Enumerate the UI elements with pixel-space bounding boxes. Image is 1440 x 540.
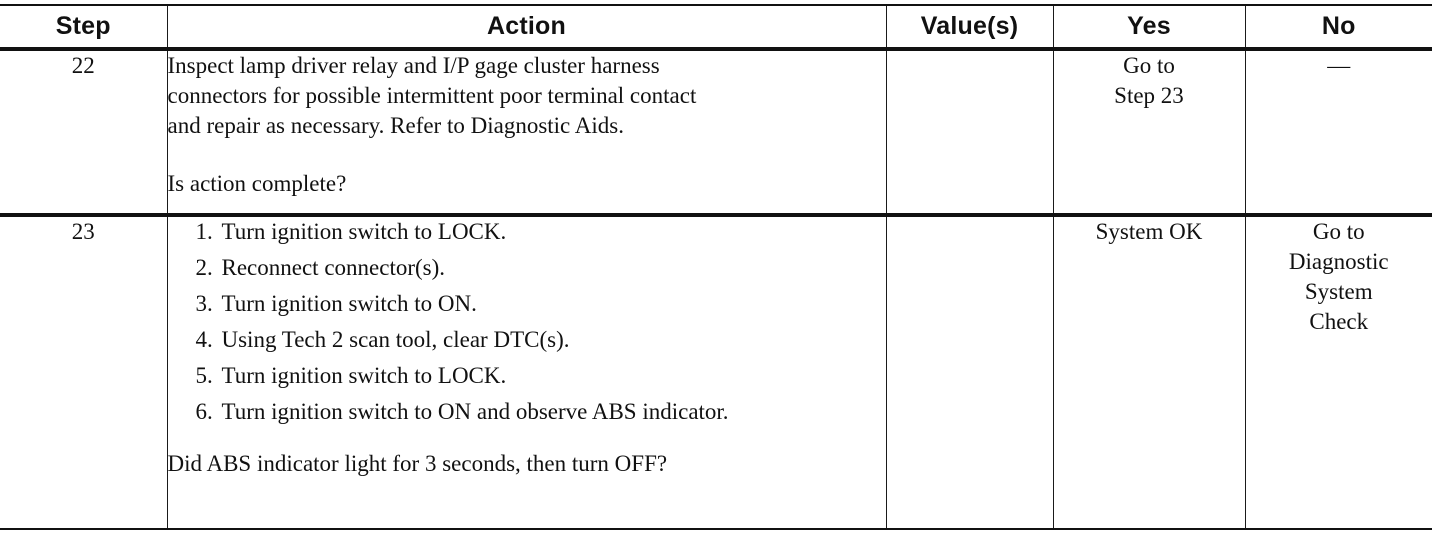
action-step — [168, 217, 886, 247]
step-number: 23 — [0, 215, 167, 529]
yes-cell — [1053, 49, 1245, 215]
header-yes: Yes — [1053, 5, 1245, 49]
action-step — [168, 289, 886, 319]
header-values: Value(s) — [886, 5, 1053, 49]
action-cell — [167, 215, 886, 529]
no-text-line: System — [1304, 279, 1373, 304]
no-cell — [1245, 49, 1432, 215]
header-no: No — [1245, 5, 1432, 49]
action-step-number: 5. — [195, 363, 213, 388]
yes-text-line: Go to — [1123, 53, 1175, 78]
action-cell — [167, 49, 886, 215]
action-steps-list — [168, 217, 886, 427]
header-action: Action — [167, 5, 886, 49]
action-text-line: connectors for possible intermittent poor terminal contact — [167, 83, 697, 108]
yes-text-line: System OK — [1095, 219, 1203, 244]
action-step-text: Turn ignition switch to LOCK. — [221, 363, 507, 388]
action-step-text: Using Tech 2 scan tool, clear DTC(s). — [221, 327, 570, 352]
action-step-text: Reconnect connector(s). — [221, 255, 446, 280]
yes-text-line: Step 23 — [1114, 83, 1184, 108]
header-row — [0, 5, 1432, 49]
action-step — [168, 361, 886, 391]
action-question: Did ABS indicator light for 3 seconds, then turn OFF? — [167, 451, 668, 476]
table-row — [0, 215, 1432, 529]
action-step-number: 3. — [195, 291, 213, 316]
header-step: Step — [0, 5, 167, 49]
no-cell — [1245, 215, 1432, 529]
action-step-number: 4. — [195, 327, 213, 352]
action-step-text: Turn ignition switch to ON and observe ABS indicator. — [221, 399, 729, 424]
action-step-number: 2. — [195, 255, 213, 280]
action-text-line: Inspect lamp driver relay and I/P gage cluster harness — [167, 53, 660, 78]
no-text-line: Check — [1309, 309, 1369, 334]
no-text-line: Go to — [1312, 219, 1365, 244]
yes-cell — [1053, 215, 1245, 529]
table-row — [0, 49, 1432, 215]
action-step — [168, 325, 886, 355]
no-text: — — [1327, 53, 1351, 78]
action-text-line: and repair as necessary. Refer to Diagnostic Aids. — [167, 113, 624, 138]
no-text-line: Diagnostic — [1288, 249, 1389, 274]
action-step — [168, 253, 886, 283]
values-cell — [886, 215, 1053, 529]
action-question: Is action complete? — [167, 171, 347, 196]
action-step — [168, 397, 782, 427]
action-step-number: 1. — [195, 219, 213, 244]
values-cell — [886, 49, 1053, 215]
action-step-text: Turn ignition switch to LOCK. — [221, 219, 507, 244]
step-number: 22 — [0, 49, 167, 215]
action-step-text: Turn ignition switch to ON. — [221, 291, 477, 316]
action-step-number: 6. — [195, 399, 213, 424]
diagnostic-table — [0, 4, 1432, 530]
